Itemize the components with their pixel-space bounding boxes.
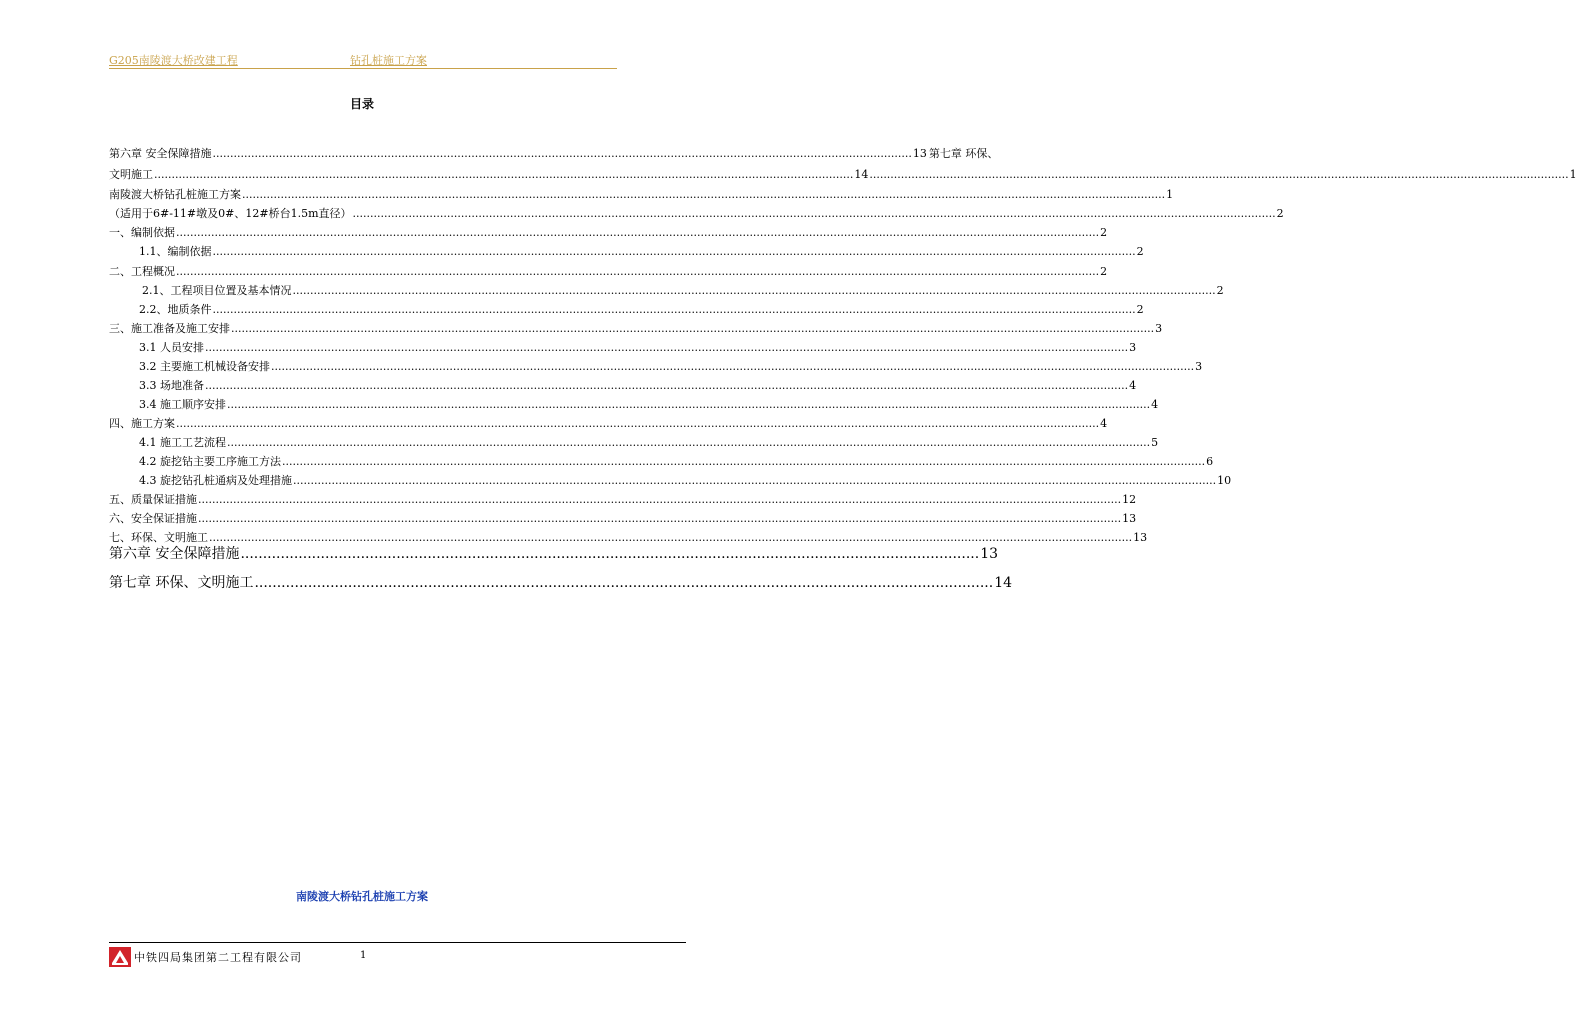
toc-entry-page: 2 [1216,284,1224,297]
toc-entry-label: 南陵渡大桥钻孔桩施工方案 [109,188,241,201]
toc-entry-label: 1.1、编制依据 [139,245,212,258]
toc-entry-label: 六、安全保证措施 [109,512,197,525]
toc-entry-chapter6-wrapped[interactable] [109,145,999,161]
toc-entry-page: 4 [1151,398,1159,411]
toc-entry[interactable] [109,415,1108,431]
toc-title: 目录 [349,97,374,111]
toc-entry[interactable] [109,263,1108,279]
toc-entry[interactable] [109,453,1214,469]
toc-entry-label: 4.3 旋挖钻孔桩通病及处理措施 [139,474,292,487]
toc-entry-page: 4 [1129,379,1137,392]
toc-dot-leader: ........................................................................................................................................................................................................ [154,168,854,181]
toc-entry[interactable] [109,396,1159,412]
toc-entry-label: 一、编制依据 [109,226,175,239]
toc-entry[interactable] [109,186,1174,202]
toc-entry-label: 二、工程概况 [109,265,175,278]
crcc-logo-icon [109,947,131,967]
toc-entry[interactable] [109,282,1224,298]
toc-dot-leader [293,474,1216,488]
toc-entry-label: 五、质量保证措施 [109,493,197,506]
toc-entry-page: 3 [1129,341,1137,354]
header-project-name: G205南陵渡大桥改建工程 [109,54,238,67]
toc-entry-label: 第六章 安全保障措施 [109,147,212,160]
toc-entry-page: 2 [1100,265,1108,278]
toc-entry-label: 第七章 环保、文明施工 [109,575,254,591]
toc-dot-leader: ........................................................................................................................................................................................................ [212,147,912,160]
toc-entry-label: 4.1 施工工艺流程 [139,436,226,449]
toc-entry-page: 13 [1122,512,1137,525]
toc-entry-label: （适用于6#-11#墩及0#、12#桥台1.5m直径） [109,207,352,220]
toc-dot-leader [227,398,1150,412]
toc-dot-leader [198,493,1121,507]
toc-entry[interactable] [109,205,1284,221]
toc-entry[interactable] [109,224,1108,240]
toc-dot-leader [176,265,1099,279]
footer-company-name: 中铁四局集团第二工程有限公司 [134,951,302,964]
toc-entry[interactable] [109,243,1144,259]
toc-entry-label: 七、环保、文明施工 [109,531,208,544]
toc-entry-label: 2.2、地质条件 [139,303,212,316]
toc-dot-leader [198,512,1121,526]
toc-entry-label: 文明施工 [109,168,153,181]
toc-entry-page: 12 [1122,493,1137,506]
toc-entry[interactable] [109,320,1163,336]
toc-dot-leader [271,360,1194,374]
toc-entry-page: 2 [1100,226,1108,239]
page-header [109,50,617,69]
toc-entry-page: 4 [1100,417,1108,430]
toc-entry[interactable] [109,339,1137,355]
toc-entry-page: 3 [1195,360,1203,373]
toc-entry-page: 13 [1133,531,1148,544]
toc-entry-label: 3.3 场地准备 [139,379,204,392]
toc-entry-label: 第六章 安全保障措施 [109,546,240,562]
toc-entry-page: 5 [1151,436,1159,449]
toc-entry[interactable] [109,358,1203,374]
toc-entry-label: 2.1、工程项目位置及基本情况 [142,284,292,297]
toc-entry[interactable] [109,472,1232,488]
footer-doc-title: 南陵渡大桥钻孔桩施工方案 [296,890,428,903]
toc-dot-leader [282,455,1205,469]
toc-dot-leader [231,322,1154,336]
toc-dot-leader [176,226,1099,240]
toc-entry-label: 3.2 主要施工机械设备安排 [139,360,270,373]
toc-dot-leader [227,436,1150,450]
toc-entry-page: 3 [1155,322,1163,335]
toc-entry-page: 1 [1166,188,1174,201]
toc-dot-leader: ........................................................................................................................................................................................................ [869,168,1569,181]
toc-dot-leader [242,188,1165,202]
toc-entry-page: 14 [994,575,1013,591]
toc-entry-page: 13 [912,147,927,160]
toc-entry-label: 四、施工方案 [109,417,175,430]
toc-entry-large[interactable] [109,572,1013,592]
toc-entry-page: 13 [980,546,999,562]
footer-divider [109,942,686,943]
toc-entry[interactable] [109,377,1137,393]
toc-entry[interactable] [109,491,1137,507]
toc-entry-label: 3.4 施工顺序安排 [139,398,226,411]
toc-entry[interactable] [109,434,1159,450]
toc-entry-label: 第七章 环保、 [928,147,999,160]
toc-entry[interactable] [109,510,1137,526]
toc-dot-leader [176,417,1099,431]
toc-entry-page: 2 [1136,303,1144,316]
toc-dot-leader: ...................................................................................................................................................................... [254,575,994,591]
toc-entry-label: 三、施工准备及施工安排 [109,322,230,335]
toc-dot-leader: ...................................................................................................................................................................... [240,546,980,562]
toc-entry-large[interactable] [109,543,999,563]
toc-entry-page: 2 [1276,207,1284,220]
toc-entry-page: 10 [1217,474,1232,487]
toc-entry-label: 4.2 旋挖钻主要工序施工方法 [139,455,281,468]
toc-entry[interactable] [109,301,1144,317]
toc-entry-page: 2 [1136,245,1144,258]
toc-entry-page: 6 [1206,455,1214,468]
toc-dot-leader [205,379,1128,393]
toc-dot-leader [293,284,1216,298]
toc-dot-leader [213,245,1136,259]
toc-entry-page: 1 [1569,168,1577,181]
toc-dot-leader [353,207,1276,221]
toc-entry-label: 3.1 人员安排 [139,341,204,354]
toc-entry-page: 14 [854,168,869,181]
toc-dot-leader [213,303,1136,317]
toc-dot-leader [205,341,1128,355]
header-doc-name: 钻孔桩施工方案 [350,54,427,67]
footer-page-number: 1 [360,950,367,961]
toc-entry-chapter7-wrapped[interactable] [109,166,1577,182]
